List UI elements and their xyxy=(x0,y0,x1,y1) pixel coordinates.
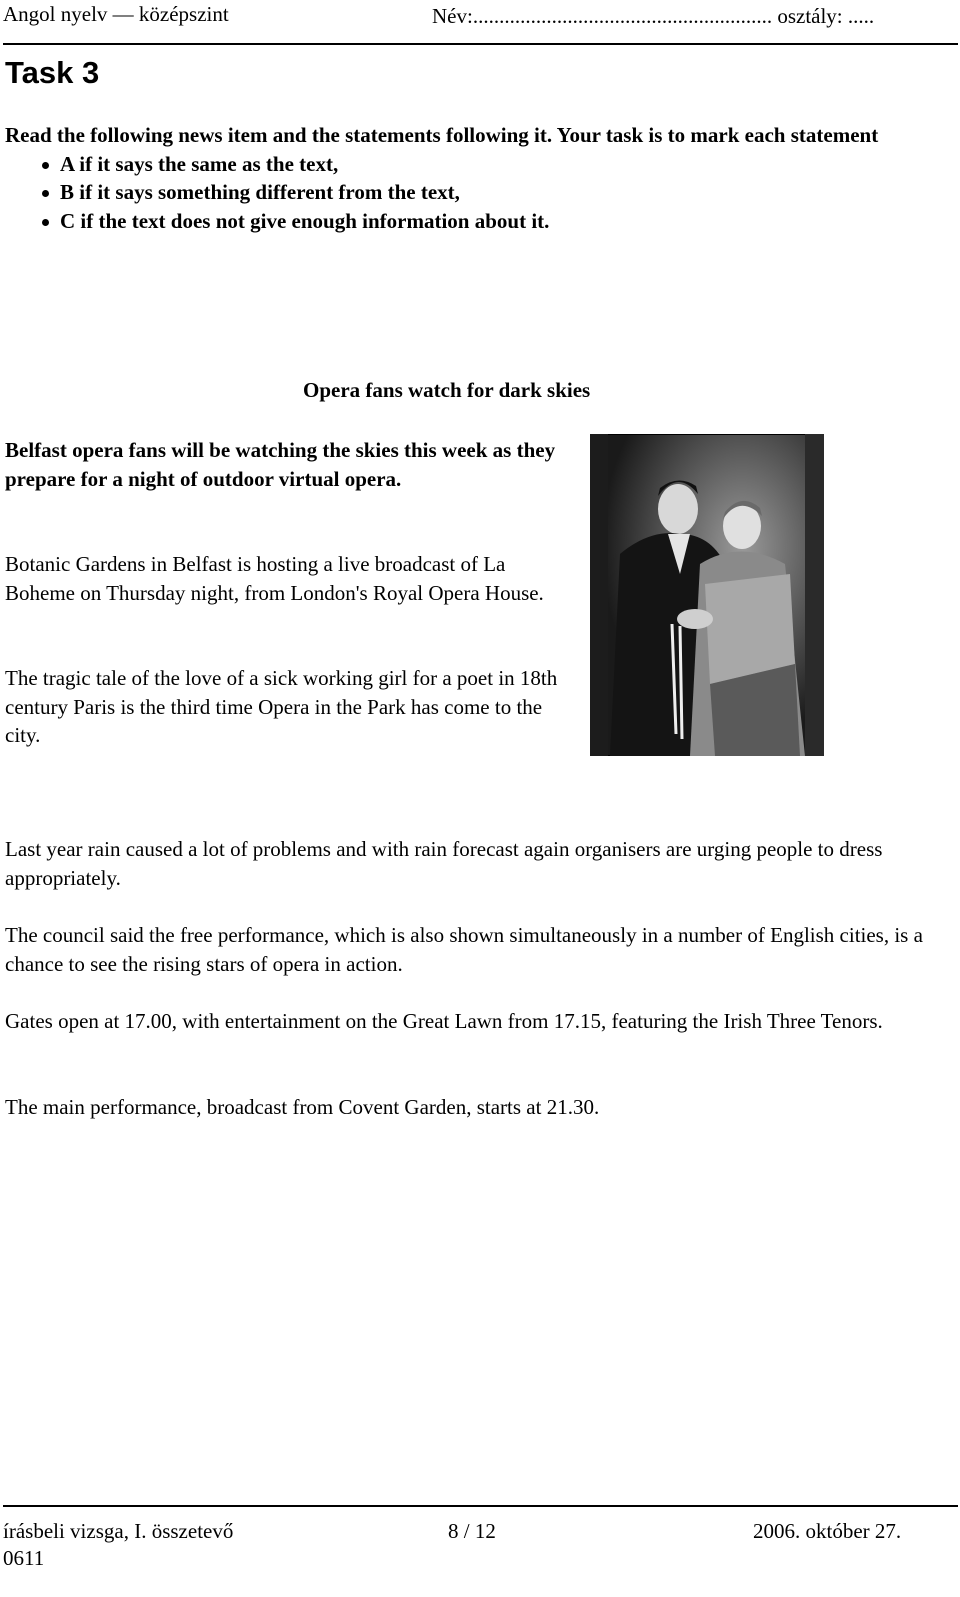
footer-page-number: 8 / 12 xyxy=(448,1519,496,1543)
article-paragraph: The main performance, broadcast from Covent Garden, starts at 21.30. xyxy=(5,1095,600,1119)
bullet-icon xyxy=(42,219,49,226)
footer-date: 2006. október 27. xyxy=(753,1519,902,1543)
article-paragraph: The tragic tale of the love of a sick working girl for a poet in 18th century Paris is the third time Opera in the Park has come to the city. xyxy=(5,666,558,747)
opera-photo xyxy=(590,434,824,756)
option-b-text: B if it says something different from the text, xyxy=(60,180,460,204)
instructions-intro: Read the following news item and the statements following it. Your task is to mark each statement xyxy=(5,123,879,147)
article-title: Opera fans watch for dark skies xyxy=(303,378,591,402)
article-paragraph: The council said the free performance, which is also shown simultaneously in a number of English cities, is a chance to see the rising stars of opera in action. xyxy=(5,923,923,976)
option-b xyxy=(5,178,945,207)
header-name-class-field: Név:......................................................... osztály: ..... xyxy=(432,4,875,28)
article-paragraph: Botanic Gardens in Belfast is hosting a live broadcast of La Boheme on Thursday night, from London's Royal Opera House. xyxy=(5,552,544,605)
option-a-text: A if it says the same as the text, xyxy=(60,151,339,176)
options-list xyxy=(5,150,945,236)
option-c xyxy=(5,207,945,236)
bullet-icon xyxy=(42,162,49,169)
article-paragraph: Gates open at 17.00, with entertainment on the Great Lawn from 17.15, featuring the Irish Three Tenors. xyxy=(5,1009,883,1033)
task-instructions xyxy=(5,121,945,235)
task-title: Task 3 xyxy=(5,55,100,90)
header-rule xyxy=(3,43,958,45)
option-a xyxy=(5,150,945,179)
footer-exam-part: írásbeli vizsga, I. összetevő xyxy=(3,1519,234,1543)
footer-code: 0611 xyxy=(3,1546,45,1570)
article-paragraph: Last year rain caused a lot of problems and with rain forecast again organisers are urging people to dress appropriately. xyxy=(5,837,883,890)
bullet-icon xyxy=(42,190,49,197)
option-c-text: C if the text does not give enough information about it. xyxy=(60,208,550,233)
footer-rule xyxy=(3,1505,958,1507)
header-subject: Angol nyelv — középszint xyxy=(3,2,229,26)
article-lead: Belfast opera fans will be watching the skies this week as they prepare for a night of outdoor virtual opera. xyxy=(5,438,556,491)
